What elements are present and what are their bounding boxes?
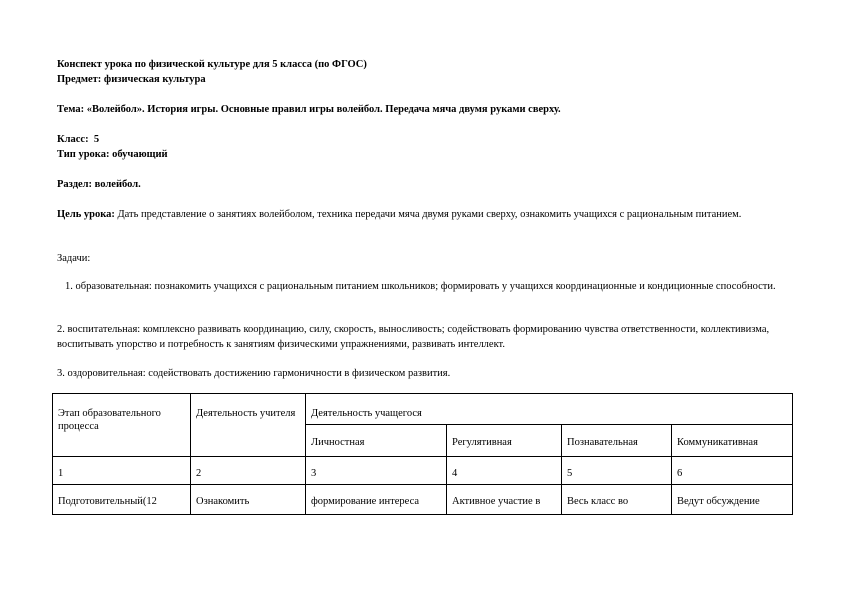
table-cell: Активное участие в — [447, 485, 562, 515]
grade-line — [57, 133, 99, 146]
lesson-type-line: Тип урока: обучающий — [57, 149, 168, 160]
table-cell: 4 — [447, 457, 562, 485]
grade-value: 5 — [93, 134, 100, 145]
header-stage: Этап образовательного процесса — [53, 394, 191, 457]
section-line: Раздел: волейбол. — [57, 179, 141, 190]
lesson-table — [52, 393, 793, 515]
table-cell: Ведут обсуждение — [672, 485, 793, 515]
table-number-row — [53, 457, 793, 485]
subject-line: Предмет: физическая культура — [57, 74, 206, 85]
table-cell: Ознакомить — [191, 485, 306, 515]
header-teacher: Деятельность учителя — [191, 394, 306, 457]
table-cell: формирование интереса — [306, 485, 447, 515]
goal-text: Дать представление о занятиях волейболом, техника передачи мяча двумя руками сверху, ознакомить учащихся с рациональным питанием. — [117, 209, 742, 220]
grade-label: Класс: — [57, 134, 89, 145]
document-title: Конспект урока по физической культуре для 5 класса (по ФГОС) — [57, 59, 367, 70]
table-row — [53, 485, 793, 515]
subheader-personal: Личностная — [306, 425, 447, 457]
table-cell: 2 — [191, 457, 306, 485]
task-item: 1. образовательная: познакомить учащихся с рациональным питанием школьников; формировать у учащихся координационные и кондиционные способности. — [65, 281, 776, 292]
goal-paragraph — [57, 207, 787, 222]
table-cell: 3 — [306, 457, 447, 485]
table-header-row — [53, 394, 793, 425]
subheader-communicative: Коммуникативная — [672, 425, 793, 457]
table-cell: 6 — [672, 457, 793, 485]
header-student: Деятельность учащегося — [306, 394, 793, 425]
tasks-label: Задачи: — [57, 253, 91, 264]
goal-label: Цель урока: — [57, 209, 115, 220]
task-item: 2. воспитательная: комплексно развивать координацию, силу, скорость, выносливость; содействовать формированию чувства ответственности, коллективизма, воспитывать упорство и потребность к занятиям физическими упражнениями, развивать интеллект. — [57, 324, 770, 350]
subheader-regulatory: Регулятивная — [447, 425, 562, 457]
table-cell: Подготовительный(12 — [53, 485, 191, 515]
topic-line: Тема: «Волейбол». История игры. Основные правил игры волейбол. Передача мяча двумя руками сверху. — [57, 104, 561, 115]
subheader-cognitive: Познавательная — [562, 425, 672, 457]
table-cell: Весь класс во — [562, 485, 672, 515]
table-cell: 5 — [562, 457, 672, 485]
table-cell: 1 — [53, 457, 191, 485]
task-item: 3. оздоровительная: содействовать достижению гармоничности в физическом развития. — [57, 368, 451, 379]
